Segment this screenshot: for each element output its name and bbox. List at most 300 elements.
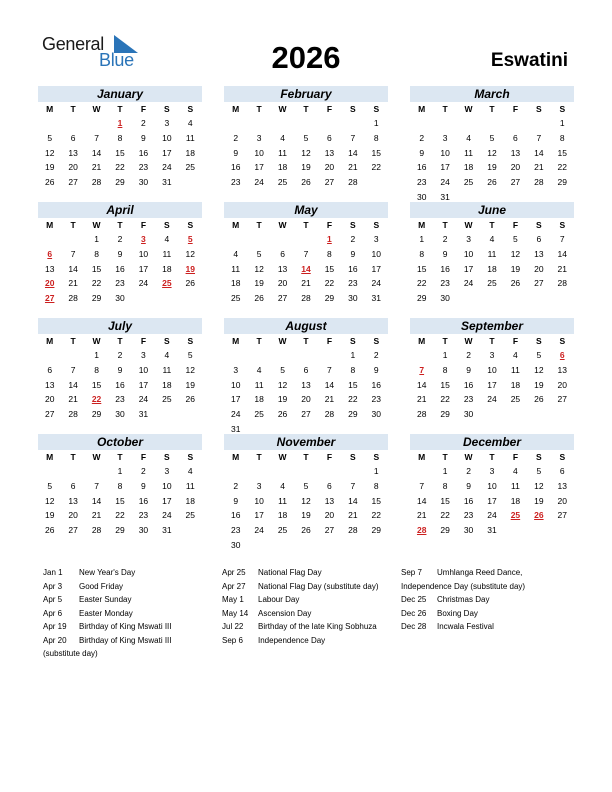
- empty-day: [318, 348, 341, 363]
- calendar-day: 6: [303, 364, 309, 375]
- holiday-entry: [222, 593, 379, 607]
- calendar-day: 23: [115, 278, 125, 289]
- holiday-entry: [43, 647, 171, 661]
- empty-day: [527, 116, 550, 131]
- calendar-day: 17: [463, 263, 474, 274]
- holiday-date: 26: [534, 510, 544, 521]
- calendar-day: 28: [557, 278, 568, 289]
- calendar-day: 12: [534, 364, 544, 375]
- calendar-day: 5: [256, 248, 262, 259]
- calendar-day: 21: [68, 278, 78, 289]
- holiday-entry-date: Apr 3: [43, 581, 63, 591]
- calendar-day: 19: [44, 162, 55, 173]
- calendar-day: 13: [68, 495, 78, 506]
- holiday-entry: [222, 607, 379, 621]
- holiday-entry-name: Labour Day: [258, 595, 300, 604]
- calendar-day: 29: [440, 409, 450, 420]
- calendar-day: 10: [440, 147, 450, 158]
- calendar-day: 2: [117, 350, 123, 360]
- calendar-day: 12: [44, 495, 55, 506]
- calendar-day: 9: [466, 480, 471, 491]
- calendar-day: 8: [94, 364, 99, 375]
- calendar-day: 30: [230, 539, 241, 550]
- holiday-entry-name: Boxing Day: [437, 608, 478, 618]
- holiday-entry-date: Apr 25: [222, 568, 246, 577]
- holiday-entry-name: Easter Monday: [79, 608, 133, 618]
- calendar-day: 17: [162, 495, 172, 506]
- calendar-day: 12: [534, 480, 544, 491]
- calendar-day: 18: [185, 147, 196, 158]
- calendar-day: 25: [230, 293, 241, 304]
- weekday-label: W: [464, 452, 473, 462]
- calendar-day: 13: [534, 248, 544, 259]
- calendar-day: 18: [254, 394, 264, 405]
- weekday-label: M: [418, 336, 426, 346]
- calendar-day: 24: [162, 162, 172, 173]
- holiday-column: [222, 566, 379, 647]
- calendar-day: 13: [301, 379, 311, 390]
- weekday-label: M: [46, 220, 54, 230]
- weekday-label: T: [442, 452, 448, 462]
- calendar-day: 29: [416, 293, 427, 304]
- calendar-day: 26: [254, 293, 264, 304]
- calendar-day: 4: [489, 234, 495, 244]
- calendar-day: 5: [536, 350, 542, 360]
- holiday-entry-date: Dec 26: [401, 608, 427, 618]
- holiday-entry: [43, 620, 171, 634]
- calendar-day: 10: [162, 132, 172, 143]
- holiday-entry-name: (substitute day): [43, 649, 98, 658]
- empty-day: [224, 348, 247, 363]
- calendar-day: 13: [557, 480, 568, 491]
- holiday-date: 22: [91, 394, 102, 405]
- empty-day: [410, 116, 433, 131]
- holiday-entry-date: Apr 20: [43, 635, 67, 645]
- weekday-label: T: [70, 220, 76, 230]
- empty-day: [480, 116, 503, 131]
- weekday-label: S: [187, 452, 194, 462]
- calendar-day: 2: [419, 132, 425, 143]
- weekday-label: T: [117, 336, 123, 346]
- calendar-day: 23: [230, 525, 241, 536]
- empty-day: [433, 116, 456, 131]
- calendar-day: 6: [280, 248, 285, 259]
- calendar-day: 2: [350, 234, 356, 244]
- calendar-day: 9: [141, 480, 146, 491]
- calendar-day: 7: [70, 364, 76, 375]
- calendar-day: 1: [559, 118, 565, 128]
- calendar-day: 10: [138, 364, 149, 375]
- holiday-date: 6: [559, 350, 565, 360]
- calendar-day: 9: [419, 147, 425, 158]
- calendar-day: 25: [463, 177, 474, 188]
- weekday-label: T: [303, 104, 309, 114]
- empty-day: [318, 116, 341, 131]
- calendar-day: 21: [534, 162, 544, 173]
- holiday-date: 27: [44, 293, 55, 304]
- month-header: May: [224, 202, 388, 218]
- calendar-day: 23: [463, 394, 474, 405]
- calendar-day: 14: [91, 495, 102, 506]
- calendar-day: 7: [350, 132, 356, 143]
- weekday-label: W: [464, 336, 473, 346]
- weekday-label: T: [117, 220, 123, 230]
- calendar-day: 14: [348, 147, 358, 158]
- holiday-entry-date: Jul 22: [222, 622, 244, 631]
- calendar-day: 15: [440, 495, 450, 506]
- weekday-label: S: [536, 452, 542, 462]
- calendar-day: 18: [463, 162, 474, 173]
- calendar-day: 31: [230, 423, 241, 434]
- calendar-day: 16: [138, 147, 149, 158]
- month-july: [38, 318, 202, 422]
- calendar-day: 21: [348, 510, 358, 521]
- calendar-day: 22: [324, 278, 335, 289]
- calendar-day: 31: [440, 191, 450, 202]
- calendar-day: 21: [68, 394, 78, 405]
- calendar-day: 9: [117, 364, 123, 375]
- calendar-day: 4: [513, 466, 518, 476]
- weekday-label: T: [442, 336, 448, 346]
- weekday-label: T: [489, 452, 495, 462]
- empty-day: [294, 232, 317, 247]
- holiday-date: 28: [416, 525, 427, 536]
- month-grid: [224, 450, 388, 553]
- calendar-day: 25: [487, 278, 497, 289]
- calendar-day: 21: [557, 263, 568, 274]
- empty-day: [224, 232, 247, 247]
- month-march: [410, 86, 574, 205]
- calendar-day: 30: [115, 293, 125, 304]
- calendar-day: 15: [324, 263, 335, 274]
- calendar-day: 16: [371, 379, 382, 390]
- calendar-day: 10: [463, 248, 474, 259]
- calendar-day: 8: [559, 132, 565, 143]
- calendar-day: 14: [68, 379, 78, 390]
- holiday-entry: [43, 634, 171, 648]
- month-april: [38, 202, 202, 306]
- calendar-day: 19: [534, 379, 544, 390]
- calendar-day: 30: [416, 191, 427, 202]
- calendar-day: 3: [466, 234, 471, 244]
- calendar-day: 5: [47, 132, 53, 143]
- calendar-day: 18: [510, 379, 521, 390]
- weekday-label: F: [512, 452, 519, 462]
- calendar-day: 21: [416, 510, 427, 521]
- calendar-day: 28: [348, 525, 358, 536]
- holiday-entry: [43, 593, 171, 607]
- calendar-day: 8: [117, 132, 123, 143]
- calendar-day: 29: [115, 177, 125, 188]
- empty-day: [38, 232, 61, 247]
- calendar-day: 7: [327, 364, 332, 375]
- holiday-entry-name: Birthday of the late King Sobhuza: [258, 622, 377, 631]
- calendar-day: 23: [416, 177, 427, 188]
- empty-day: [38, 116, 61, 131]
- holiday-date: 25: [162, 278, 172, 289]
- calendar-day: 16: [463, 495, 474, 506]
- calendar-day: 22: [440, 394, 450, 405]
- weekday-label: S: [373, 220, 380, 230]
- calendar-day: 11: [487, 248, 497, 259]
- empty-day: [410, 348, 433, 363]
- calendar-day: 6: [47, 364, 53, 375]
- calendar-day: 4: [233, 248, 239, 259]
- calendar-day: 23: [230, 177, 241, 188]
- calendar-day: 18: [277, 510, 288, 521]
- weekday-label: M: [232, 452, 240, 462]
- calendar-day: 27: [557, 394, 568, 405]
- calendar-day: 8: [350, 364, 356, 375]
- calendar-day: 5: [489, 132, 495, 143]
- calendar-day: 11: [185, 480, 195, 491]
- weekday-label: S: [187, 336, 194, 346]
- calendar-day: 24: [138, 394, 149, 405]
- weekday-label: W: [92, 104, 101, 114]
- calendar-day: 29: [348, 409, 358, 420]
- calendar-day: 12: [185, 248, 196, 259]
- calendar-day: 30: [115, 409, 125, 420]
- calendar-day: 18: [162, 379, 172, 390]
- calendar-day: 2: [466, 350, 471, 360]
- holiday-entry: [43, 607, 171, 621]
- weekday-label: S: [559, 220, 566, 230]
- calendar-day: 18: [277, 162, 288, 173]
- holiday-entry-name: New Year's Day: [79, 568, 136, 577]
- calendar-day: 19: [301, 162, 311, 173]
- holiday-date: 5: [187, 234, 193, 244]
- weekday-label: F: [140, 220, 147, 230]
- month-header: February: [224, 86, 388, 102]
- empty-day: [247, 116, 270, 131]
- calendar-day: 30: [463, 525, 474, 536]
- calendar-day: 23: [371, 394, 382, 405]
- month-august: [224, 318, 388, 437]
- calendar-day: 15: [348, 379, 358, 390]
- calendar-day: 17: [440, 162, 450, 173]
- calendar-day: 14: [324, 379, 335, 390]
- calendar-day: 30: [371, 409, 382, 420]
- holiday-date: 1: [117, 118, 123, 128]
- holiday-entry-name: Incwala Festival: [437, 622, 494, 631]
- calendar-day: 2: [117, 234, 123, 244]
- weekday-label: S: [536, 104, 542, 114]
- calendar-day: 9: [350, 248, 356, 259]
- calendar-day: 9: [442, 248, 448, 259]
- calendar-day: 2: [233, 132, 239, 143]
- weekday-label: M: [418, 104, 426, 114]
- calendar-day: 30: [138, 177, 149, 188]
- calendar-day: 24: [463, 278, 474, 289]
- holiday-entry: [401, 593, 525, 607]
- month-header: January: [38, 86, 202, 102]
- holiday-entry-name: Easter Sunday: [79, 595, 132, 604]
- calendar-day: 16: [115, 263, 125, 274]
- calendar-day: 20: [557, 495, 568, 506]
- weekday-label: M: [232, 336, 240, 346]
- empty-day: [457, 116, 480, 131]
- holiday-entry-date: Apr 5: [43, 595, 63, 604]
- calendar-day: 28: [534, 177, 544, 188]
- month-grid: [38, 450, 202, 538]
- calendar-day: 13: [557, 364, 568, 375]
- calendar-day: 11: [254, 379, 264, 390]
- weekday-label: S: [559, 452, 566, 462]
- calendar-day: 22: [115, 510, 125, 521]
- calendar-day: 2: [466, 466, 471, 476]
- weekday-label: T: [303, 336, 309, 346]
- calendar-day: 13: [324, 147, 335, 158]
- calendar-day: 24: [254, 525, 264, 536]
- weekday-label: S: [373, 336, 380, 346]
- calendar-day: 7: [536, 132, 542, 143]
- holiday-entry-name: Good Friday: [79, 581, 124, 591]
- calendar-day: 4: [256, 364, 262, 375]
- month-header: December: [410, 434, 574, 450]
- calendar-day: 1: [373, 118, 379, 128]
- calendar-day: 8: [373, 132, 379, 143]
- month-grid: [38, 102, 202, 190]
- calendar-day: 5: [303, 480, 309, 491]
- weekday-label: S: [164, 336, 170, 346]
- calendar-day: 6: [536, 234, 542, 244]
- calendar-day: 30: [348, 293, 358, 304]
- calendar-day: 26: [534, 394, 544, 405]
- calendar-day: 1: [94, 234, 99, 244]
- calendar-day: 24: [487, 510, 497, 521]
- month-november: [224, 434, 388, 553]
- month-grid: [410, 218, 574, 306]
- calendar-day: 22: [91, 278, 102, 289]
- calendar-day: 16: [230, 162, 241, 173]
- empty-day: [224, 116, 247, 131]
- calendar-day: 29: [115, 525, 125, 536]
- holiday-date: 7: [419, 364, 425, 375]
- calendar-day: 9: [466, 364, 471, 375]
- weekday-label: W: [464, 104, 473, 114]
- weekday-label: M: [46, 104, 54, 114]
- weekday-label: T: [70, 452, 76, 462]
- empty-day: [341, 464, 364, 479]
- calendar-day: 29: [91, 409, 102, 420]
- empty-day: [61, 348, 84, 363]
- holiday-entry-date: Dec 25: [401, 595, 427, 604]
- weekday-label: F: [140, 104, 147, 114]
- calendar-day: 17: [487, 379, 497, 390]
- holiday-date: 19: [185, 263, 196, 274]
- calendar-day: 10: [487, 480, 497, 491]
- calendar-day: 14: [91, 147, 102, 158]
- calendar-day: 21: [348, 162, 358, 173]
- calendar-day: 10: [254, 147, 264, 158]
- calendar-day: 24: [371, 278, 382, 289]
- calendar-day: 15: [416, 263, 427, 274]
- calendar-day: 4: [164, 234, 170, 244]
- calendar-day: 14: [557, 248, 568, 259]
- month-grid: [38, 218, 202, 306]
- empty-day: [224, 464, 247, 479]
- month-june: [410, 202, 574, 306]
- weekday-label: S: [187, 220, 194, 230]
- calendar-day: 22: [416, 278, 427, 289]
- holiday-entry-date: Dec 28: [401, 622, 427, 631]
- calendar-day: 11: [511, 364, 520, 375]
- weekday-label: T: [256, 220, 262, 230]
- calendar-day: 15: [91, 379, 102, 390]
- calendar-day: 20: [68, 510, 78, 521]
- empty-day: [61, 464, 84, 479]
- calendar-day: 28: [324, 409, 335, 420]
- calendar-day: 19: [534, 495, 544, 506]
- holiday-entry-name: Birthday of King Mswati III: [79, 622, 172, 631]
- calendar-day: 25: [185, 510, 196, 521]
- calendar-day: 6: [327, 132, 332, 143]
- holiday-entry-date: Sep 6: [222, 635, 243, 645]
- calendar-day: 23: [348, 278, 358, 289]
- calendar-day: 30: [463, 409, 474, 420]
- empty-day: [271, 232, 294, 247]
- calendar-day: 27: [301, 409, 311, 420]
- calendar-day: 9: [373, 364, 379, 375]
- calendar-day: 31: [138, 409, 149, 420]
- calendar-day: 2: [373, 350, 379, 360]
- empty-day: [341, 116, 364, 131]
- month-february: [224, 86, 388, 190]
- calendar-day: 13: [44, 379, 55, 390]
- calendar-day: 22: [348, 394, 358, 405]
- holiday-entry-date: Apr 6: [43, 608, 63, 618]
- weekday-label: S: [350, 104, 356, 114]
- holiday-date: 14: [301, 263, 311, 274]
- calendar-day: 10: [138, 248, 149, 259]
- weekday-label: M: [232, 104, 240, 114]
- calendar-day: 9: [117, 248, 123, 259]
- calendar-day: 19: [185, 379, 196, 390]
- month-header: June: [410, 202, 574, 218]
- empty-day: [271, 116, 294, 131]
- calendar-day: 28: [91, 177, 102, 188]
- calendar-day: 29: [371, 525, 382, 536]
- calendar-day: 10: [162, 480, 172, 491]
- calendar-day: 25: [254, 409, 264, 420]
- weekday-label: W: [278, 452, 287, 462]
- calendar-day: 29: [324, 293, 335, 304]
- calendar-day: 28: [348, 177, 358, 188]
- empty-day: [61, 232, 84, 247]
- calendar-day: 5: [280, 364, 285, 375]
- calendar-day: 15: [371, 147, 382, 158]
- calendar-day: 17: [230, 394, 241, 405]
- calendar-day: 18: [487, 263, 497, 274]
- calendar-day: 29: [557, 177, 568, 188]
- calendar-day: 16: [230, 510, 241, 521]
- calendar-day: 2: [442, 234, 448, 244]
- holiday-entry: [43, 566, 171, 580]
- calendar-day: 17: [138, 379, 149, 390]
- logo-blue: Blue: [99, 50, 134, 70]
- calendar-day: 3: [489, 466, 495, 476]
- calendar-day: 15: [371, 495, 382, 506]
- month-january: [38, 86, 202, 190]
- calendar-day: 17: [254, 510, 264, 521]
- calendar-day: 12: [44, 147, 55, 158]
- calendar-day: 8: [327, 248, 332, 259]
- weekday-label: T: [117, 104, 123, 114]
- weekday-label: F: [140, 336, 147, 346]
- calendar-day: 27: [534, 278, 544, 289]
- calendar-day: 20: [557, 379, 568, 390]
- weekday-label: S: [164, 220, 170, 230]
